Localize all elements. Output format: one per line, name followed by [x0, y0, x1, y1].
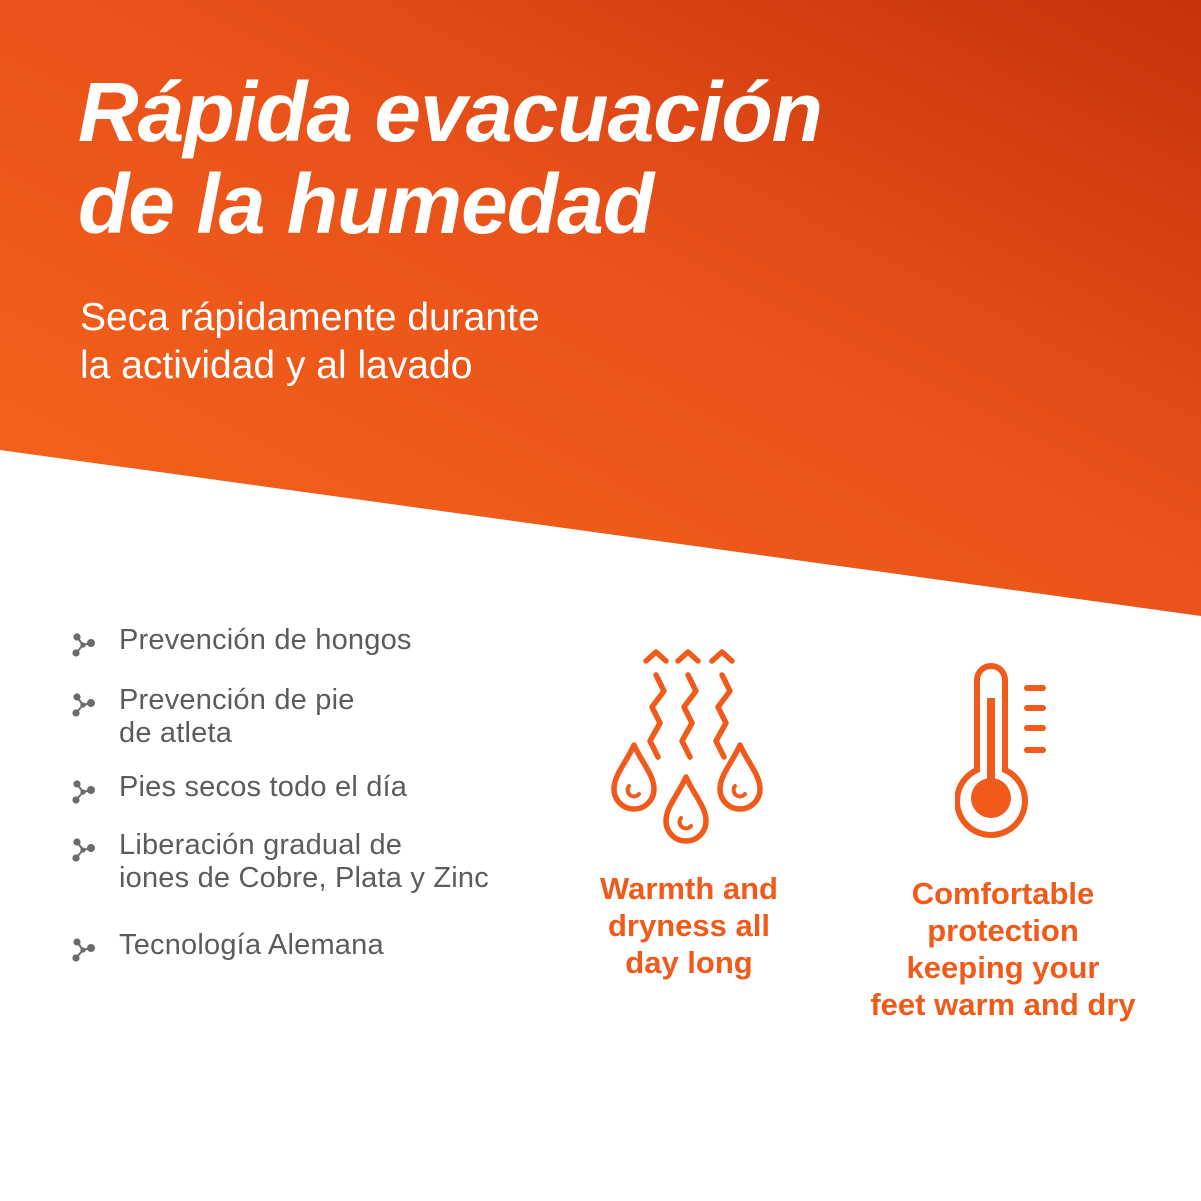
feature-line: Tecnología Alemana — [119, 929, 384, 961]
title-line-1: Rápida evacuación — [78, 65, 822, 159]
feature-text — [119, 684, 355, 750]
feature-line: Prevención de hongos — [119, 624, 412, 656]
feature-line: Prevención de pie — [119, 684, 355, 716]
molecule-bullet-icon — [70, 779, 96, 805]
page-subtitle — [80, 294, 540, 390]
molecule-bullet-icon — [70, 692, 96, 718]
subtitle-line-1: Seca rápidamente durante — [80, 296, 540, 339]
benefit-comfortable-protection — [842, 875, 1164, 1023]
list-item — [70, 929, 384, 963]
benefit-line: feet warm and dry — [870, 987, 1136, 1022]
title-line-2: de la humedad — [78, 157, 654, 251]
molecule-bullet-icon — [70, 937, 96, 963]
subtitle-line-2: la actividad y al lavado — [80, 344, 473, 387]
list-item — [70, 829, 489, 895]
list-item — [70, 771, 407, 805]
benefit-line: keeping your — [906, 950, 1100, 985]
benefit-line: Warmth and — [600, 871, 778, 906]
feature-line: iones de Cobre, Plata y Zinc — [119, 862, 489, 894]
feature-line: Pies secos todo el día — [119, 771, 408, 803]
feature-text — [119, 771, 407, 804]
benefit-warmth-dryness — [578, 870, 800, 981]
feature-line: de atleta — [119, 717, 233, 749]
list-item — [70, 624, 412, 658]
feature-text — [119, 624, 412, 657]
feature-line: Liberación gradual de — [119, 829, 403, 861]
evaporation-drops-icon — [608, 645, 768, 845]
feature-text — [119, 929, 384, 962]
thermometer-icon — [955, 656, 1050, 838]
feature-text — [119, 829, 489, 895]
list-item — [70, 684, 355, 750]
benefit-line: dryness all — [608, 908, 770, 943]
molecule-bullet-icon — [70, 837, 96, 863]
molecule-bullet-icon — [70, 632, 96, 658]
benefit-line: protection — [927, 913, 1079, 948]
benefit-line: day long — [625, 945, 753, 980]
page-title — [78, 66, 822, 250]
benefit-line: Comfortable — [911, 876, 1095, 911]
